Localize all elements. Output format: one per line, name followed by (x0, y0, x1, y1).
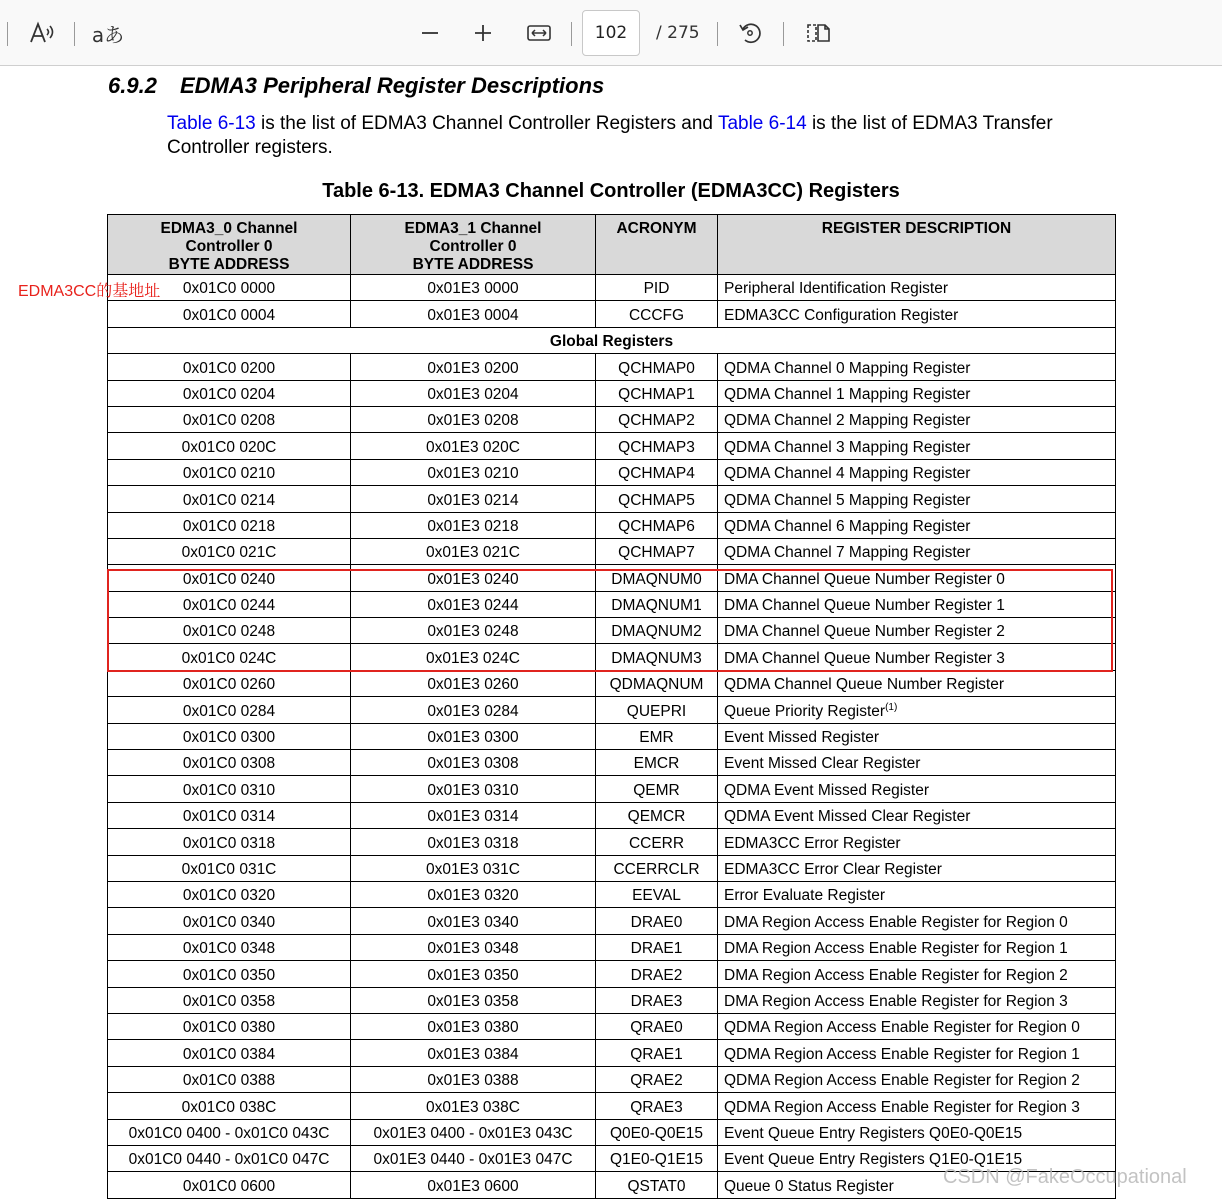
acronym-cell: QRAE1 (596, 1040, 718, 1066)
edma3-1-address-cell: 0x01E3 0284 (351, 697, 596, 723)
table-row (108, 670, 1116, 696)
table-caption: Table 6-13. EDMA3 Channel Controller (EDMA3CC) Registers (322, 180, 900, 202)
edma3-1-address-cell: 0x01E3 0314 (351, 802, 596, 828)
table-row (108, 538, 1116, 564)
acronym-cell: DRAE1 (596, 934, 718, 960)
description-text: EDMA3CC Configuration Register (724, 306, 959, 324)
edma3-1-address-cell: 0x01E3 0240 (351, 565, 596, 591)
description-text: QDMA Event Missed Register (724, 781, 930, 799)
acronym-cell: Q0E0-Q0E15 (596, 1119, 718, 1145)
toolbar-divider (7, 22, 8, 46)
acronym-cell: QSTAT0 (596, 1172, 718, 1198)
table-row (108, 697, 1116, 723)
edma3-1-address-cell: 0x01E3 0310 (351, 776, 596, 802)
edma3-1-address-cell: 0x01E3 0200 (351, 354, 596, 380)
edma3-0-address-cell: 0x01C0 0308 (108, 750, 351, 776)
acronym-cell: QCHMAP7 (596, 538, 718, 564)
edma3-1-address-cell: 0x01E3 0004 (351, 301, 596, 327)
description-text: DMA Channel Queue Number Register 0 (724, 570, 1005, 588)
acronym-cell: QCHMAP1 (596, 380, 718, 406)
description-text: DMA Region Access Enable Register for Region 2 (724, 966, 1068, 984)
description-text: Event Queue Entry Registers Q1E0-Q1E15 (724, 1151, 1023, 1169)
description-text: QDMA Channel 7 Mapping Register (724, 544, 971, 562)
edma3-0-address-cell: 0x01C0 020C (108, 433, 351, 459)
edma3-1-address-cell: 0x01E3 0380 (351, 1013, 596, 1039)
description-cell (718, 1040, 1116, 1066)
description-text: EDMA3CC Error Clear Register (724, 860, 942, 878)
description-text: QDMA Event Missed Clear Register (724, 808, 971, 826)
description-cell (718, 697, 1116, 723)
rotate-icon (737, 20, 763, 46)
intro-text-2: is the list of EDMA3 Transfer Controller registers. (167, 113, 1053, 158)
description-cell (718, 961, 1116, 987)
edma3-1-address-cell: 0x01E3 0400 - 0x01E3 043C (351, 1119, 596, 1145)
base-address-annotation: EDMA3CC的基地址 (18, 283, 161, 300)
acronym-cell: DMAQNUM0 (596, 565, 718, 591)
description-text: QDMA Channel Queue Number Register (724, 676, 1004, 694)
acronym-cell: QDMAQNUM (596, 670, 718, 696)
acronym-cell: QUEPRI (596, 697, 718, 723)
table-row (108, 565, 1116, 591)
acronym-cell: CCERRCLR (596, 855, 718, 881)
header-description: REGISTER DESCRIPTION (718, 215, 1116, 275)
edma3-0-address-cell: 0x01C0 0300 (108, 723, 351, 749)
acronym-cell: DMAQNUM2 (596, 618, 718, 644)
table-row (108, 881, 1116, 907)
acronym-cell: QRAE0 (596, 1013, 718, 1039)
description-cell (718, 512, 1116, 538)
header-line: BYTE ADDRESS (168, 256, 290, 273)
description-text: QDMA Region Access Enable Register for Region 0 (724, 1019, 1080, 1037)
description-cell (718, 670, 1116, 696)
edma3-1-address-cell: 0x01E3 0320 (351, 881, 596, 907)
description-cell (718, 1013, 1116, 1039)
edma3-0-address-cell: 0x01C0 0004 (108, 301, 351, 327)
description-cell (718, 275, 1116, 301)
acronym-cell: PID (596, 275, 718, 301)
description-cell (718, 618, 1116, 644)
toolbar-divider (74, 22, 75, 46)
table-row (108, 723, 1116, 749)
table-row (108, 1013, 1116, 1039)
header-edma3-0-address (108, 215, 351, 275)
edma3-1-address-cell: 0x01E3 0210 (351, 459, 596, 485)
edma3-0-address-cell: 0x01C0 0210 (108, 459, 351, 485)
description-cell (718, 1119, 1116, 1145)
edma3-0-address-cell: 0x01C0 0440 - 0x01C0 047C (108, 1145, 351, 1171)
acronym-cell: DMAQNUM1 (596, 591, 718, 617)
edma3-0-address-cell: 0x01C0 0204 (108, 380, 351, 406)
two-page-view-icon (804, 21, 832, 45)
header-line: EDMA3_1 Channel (404, 220, 542, 237)
acronym-cell: DRAE0 (596, 908, 718, 934)
fit-width-icon (526, 23, 552, 43)
acronym-cell: QCHMAP4 (596, 459, 718, 485)
description-text: QDMA Channel 4 Mapping Register (724, 465, 971, 483)
toolbar-divider (783, 22, 784, 46)
description-cell (718, 301, 1116, 327)
page-view-button[interactable] (801, 0, 835, 66)
section-number: 6.9.2 (108, 73, 157, 98)
edma3-0-address-cell: 0x01C0 0358 (108, 987, 351, 1013)
table-row (108, 987, 1116, 1013)
table-group-row (108, 327, 1116, 353)
page-total: / 275 (656, 23, 700, 43)
acronym-cell: DRAE3 (596, 987, 718, 1013)
description-text: Queue Priority Register (724, 702, 886, 720)
acronym-cell: EMCR (596, 750, 718, 776)
description-cell (718, 750, 1116, 776)
edma3-0-address-cell: 0x01C0 0000 (108, 275, 351, 301)
watermark: CSDN @FakeOccupational (943, 1166, 1187, 1188)
edma3-0-address-cell: 0x01C0 0318 (108, 829, 351, 855)
toolbar-divider (571, 22, 572, 46)
description-text: Error Evaluate Register (724, 887, 886, 905)
description-text: EDMA3CC Error Register (724, 834, 901, 852)
edma3-0-address-cell: 0x01C0 0244 (108, 591, 351, 617)
zoom-in-button[interactable] (469, 0, 497, 66)
edma3-1-address-cell: 0x01E3 0300 (351, 723, 596, 749)
description-text: DMA Region Access Enable Register for Region 1 (724, 940, 1068, 958)
description-text: QDMA Region Access Enable Register for Region 2 (724, 1072, 1080, 1090)
header-line: EDMA3_0 Channel (160, 220, 298, 237)
header-line: BYTE ADDRESS (412, 256, 534, 273)
translate-button[interactable] (88, 0, 128, 66)
acronym-cell: CCCFG (596, 301, 718, 327)
read-aloud-icon (29, 21, 57, 45)
acronym-cell: QCHMAP5 (596, 486, 718, 512)
description-cell (718, 433, 1116, 459)
acronym-cell: QCHMAP0 (596, 354, 718, 380)
description-text: DMA Region Access Enable Register for Region 3 (724, 992, 1068, 1010)
description-cell (718, 802, 1116, 828)
acronym-cell: QCHMAP6 (596, 512, 718, 538)
acronym-cell: QEMR (596, 776, 718, 802)
edma3-0-address-cell: 0x01C0 0310 (108, 776, 351, 802)
edma3-1-address-cell: 0x01E3 0218 (351, 512, 596, 538)
description-cell (718, 565, 1116, 591)
description-cell (718, 380, 1116, 406)
table-row (108, 750, 1116, 776)
plus-icon (473, 23, 493, 43)
table-6-13-link[interactable]: Table 6-13 (167, 113, 256, 134)
description-text: Event Missed Register (724, 729, 880, 747)
pdf-toolbar (0, 0, 1222, 66)
header-acronym: ACRONYM (596, 215, 718, 275)
description-text: DMA Channel Queue Number Register 3 (724, 649, 1005, 667)
description-cell (718, 881, 1116, 907)
acronym-cell: QRAE3 (596, 1093, 718, 1119)
description-cell (718, 987, 1116, 1013)
minus-icon (420, 23, 440, 43)
edma3-0-address-cell: 0x01C0 0314 (108, 802, 351, 828)
edma3-0-address-cell: 0x01C0 0388 (108, 1066, 351, 1092)
acronym-cell: Q1E0-Q1E15 (596, 1145, 718, 1171)
section-title: EDMA3 Peripheral Register Descriptions (180, 73, 605, 98)
description-cell (718, 934, 1116, 960)
edma3-1-address-cell: 0x01E3 0318 (351, 829, 596, 855)
description-cell (718, 829, 1116, 855)
acronym-cell: QCHMAP2 (596, 406, 718, 432)
rotate-button[interactable] (734, 0, 766, 66)
acronym-cell: QEMCR (596, 802, 718, 828)
page-number-input[interactable]: 102 (582, 10, 640, 56)
acronym-cell: EEVAL (596, 881, 718, 907)
intro-text-1: is the list of EDMA3 Channel Controller Registers and (255, 113, 718, 134)
edma3-1-address-cell: 0x01E3 0208 (351, 406, 596, 432)
edma3-1-address-cell: 0x01E3 021C (351, 538, 596, 564)
description-cell (718, 1093, 1116, 1119)
description-text: DMA Channel Queue Number Register 2 (724, 623, 1005, 641)
edma3-0-address-cell: 0x01C0 0218 (108, 512, 351, 538)
acronym-cell: EMR (596, 723, 718, 749)
edma3-0-address-cell: 0x01C0 021C (108, 538, 351, 564)
edma3-1-address-cell: 0x01E3 0600 (351, 1172, 596, 1198)
edma3-0-address-cell: 0x01C0 0384 (108, 1040, 351, 1066)
description-cell (718, 354, 1116, 380)
edma3-0-address-cell: 0x01C0 0348 (108, 934, 351, 960)
table-6-14-link[interactable]: Table 6-14 (717, 113, 807, 134)
edma3-1-address-cell: 0x01E3 0204 (351, 380, 596, 406)
edma3-0-address-cell: 0x01C0 024C (108, 644, 351, 670)
edma3-1-address-cell: 0x01E3 0244 (351, 591, 596, 617)
description-text: Event Missed Clear Register (724, 755, 921, 773)
acronym-cell: QCHMAP3 (596, 433, 718, 459)
description-cell (718, 776, 1116, 802)
table-row (108, 406, 1116, 432)
zoom-out-button[interactable] (416, 0, 444, 66)
description-cell (718, 644, 1116, 670)
description-text: QDMA Channel 3 Mapping Register (724, 438, 971, 456)
edma3-1-address-cell: 0x01E3 0358 (351, 987, 596, 1013)
acronym-cell: CCERR (596, 829, 718, 855)
table-row (108, 618, 1116, 644)
section-heading (108, 73, 604, 99)
edma3-0-address-cell: 0x01C0 0340 (108, 908, 351, 934)
table-row (108, 459, 1116, 485)
description-cell (718, 486, 1116, 512)
edma3-1-address-cell: 0x01E3 0348 (351, 934, 596, 960)
table-row (108, 1066, 1116, 1092)
table-row (108, 354, 1116, 380)
description-text: QDMA Region Access Enable Register for Region 3 (724, 1098, 1080, 1116)
description-text: Event Queue Entry Registers Q0E0-Q0E15 (724, 1124, 1023, 1142)
edma3-1-address-cell: 0x01E3 0000 (351, 275, 596, 301)
edma3-0-address-cell: 0x01C0 0208 (108, 406, 351, 432)
edma3-1-address-cell: 0x01E3 024C (351, 644, 596, 670)
description-cell (718, 591, 1116, 617)
edma3-1-address-cell: 0x01E3 0440 - 0x01E3 047C (351, 1145, 596, 1171)
description-text: QDMA Channel 1 Mapping Register (724, 385, 971, 403)
table-row (108, 301, 1116, 327)
edma3-0-address-cell: 0x01C0 0350 (108, 961, 351, 987)
table-row (108, 1093, 1116, 1119)
edma3-1-address-cell: 0x01E3 031C (351, 855, 596, 881)
edma3-0-address-cell: 0x01C0 0400 - 0x01C0 043C (108, 1119, 351, 1145)
description-text: QDMA Channel 2 Mapping Register (724, 412, 971, 430)
edma3-0-address-cell: 0x01C0 031C (108, 855, 351, 881)
header-line: Controller 0 (185, 238, 273, 255)
table-row (108, 829, 1116, 855)
footnote-marker[interactable]: (1) (885, 701, 898, 713)
table-header-row (108, 215, 1116, 275)
table-row (108, 961, 1116, 987)
edma3-0-address-cell: 0x01C0 0200 (108, 354, 351, 380)
table-row (108, 1119, 1116, 1145)
edma3-1-address-cell: 0x01E3 020C (351, 433, 596, 459)
description-text: QDMA Region Access Enable Register for Region 1 (724, 1045, 1080, 1063)
description-cell (718, 406, 1116, 432)
edma3-0-address-cell: 0x01C0 0284 (108, 697, 351, 723)
edma3-0-address-cell: 0x01C0 0214 (108, 486, 351, 512)
edma3-0-address-cell: 0x01C0 0240 (108, 565, 351, 591)
fit-width-button[interactable] (522, 0, 556, 66)
toolbar-divider (717, 22, 718, 46)
edma3-0-address-cell: 0x01C0 038C (108, 1093, 351, 1119)
edma3-1-address-cell: 0x01E3 0214 (351, 486, 596, 512)
edma3-0-address-cell: 0x01C0 0260 (108, 670, 351, 696)
description-cell (718, 855, 1116, 881)
table-row (108, 802, 1116, 828)
edma3-1-address-cell: 0x01E3 038C (351, 1093, 596, 1119)
description-text: QDMA Channel 6 Mapping Register (724, 517, 971, 535)
acronym-cell: DRAE2 (596, 961, 718, 987)
edma3-0-address-cell: 0x01C0 0320 (108, 881, 351, 907)
edma3-1-address-cell: 0x01E3 0384 (351, 1040, 596, 1066)
description-text: QDMA Channel 0 Mapping Register (724, 359, 971, 377)
read-aloud-button[interactable] (26, 0, 60, 66)
edma3-1-address-cell: 0x01E3 0350 (351, 961, 596, 987)
table-row (108, 486, 1116, 512)
description-cell (718, 459, 1116, 485)
translate-icon: aあ (91, 22, 125, 47)
description-text: Peripheral Identification Register (724, 280, 949, 298)
table-body (108, 275, 1116, 1199)
description-cell (718, 908, 1116, 934)
group-label: Global Registers (108, 327, 1116, 353)
edma3-1-address-cell: 0x01E3 0308 (351, 750, 596, 776)
header-line: Controller 0 (429, 238, 517, 255)
acronym-cell: QRAE2 (596, 1066, 718, 1092)
table-row (108, 380, 1116, 406)
description-text: QDMA Channel 5 Mapping Register (724, 491, 971, 509)
register-table (107, 214, 1116, 1199)
edma3-1-address-cell: 0x01E3 0388 (351, 1066, 596, 1092)
table-row (108, 512, 1116, 538)
description-cell (718, 723, 1116, 749)
table-row (108, 908, 1116, 934)
description-text: DMA Region Access Enable Register for Region 0 (724, 913, 1068, 931)
description-cell (718, 1066, 1116, 1092)
table-row (108, 275, 1116, 301)
edma3-1-address-cell: 0x01E3 0340 (351, 908, 596, 934)
edma3-0-address-cell: 0x01C0 0380 (108, 1013, 351, 1039)
table-row (108, 855, 1116, 881)
table-row (108, 1040, 1116, 1066)
table-row (108, 776, 1116, 802)
table-row (108, 433, 1116, 459)
header-edma3-1-address (351, 215, 596, 275)
edma3-0-address-cell: 0x01C0 0600 (108, 1172, 351, 1198)
acronym-cell: DMAQNUM3 (596, 644, 718, 670)
table-row (108, 591, 1116, 617)
table-row (108, 934, 1116, 960)
table-row (108, 644, 1116, 670)
description-cell (718, 538, 1116, 564)
intro-paragraph (167, 112, 1127, 160)
description-text: Queue 0 Status Register (724, 1177, 894, 1195)
description-text: DMA Channel Queue Number Register 1 (724, 597, 1005, 615)
edma3-0-address-cell: 0x01C0 0248 (108, 618, 351, 644)
edma3-1-address-cell: 0x01E3 0248 (351, 618, 596, 644)
edma3-1-address-cell: 0x01E3 0260 (351, 670, 596, 696)
